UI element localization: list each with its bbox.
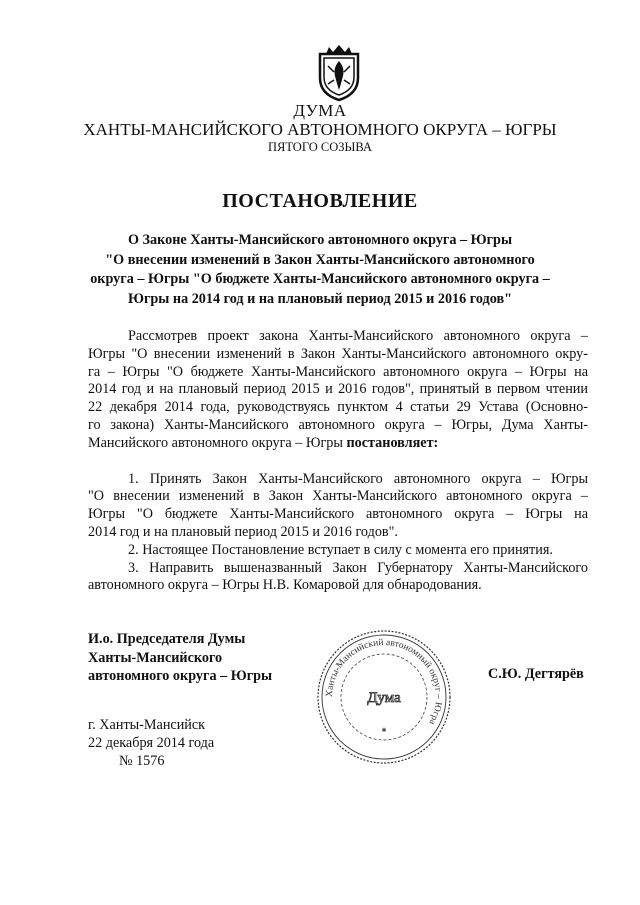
document-number: № 1576: [119, 753, 165, 769]
point-1-line: "О внесении изменений в Закон Ханты-Мансийского автономного округа –: [88, 488, 588, 505]
point-3-line: автономного округа – Югры Н.В. Комаровой для обнародования.: [88, 577, 482, 594]
document-body: [88, 328, 588, 595]
organization-region: ХАНТЫ-МАНСИЙСКОГО АВТОНОМНОГО ОКРУГА – ЮГРЫ: [83, 120, 557, 139]
document-footer: [88, 716, 214, 770]
place-of-signing: г. Ханты-Мансийск: [88, 717, 206, 733]
signer-title-line: И.о. Председателя Думы: [88, 631, 246, 647]
subject-line: О Законе Ханты-Мансийского автономного округа – Югры: [127, 232, 513, 248]
seal-ring-text: Ханты-Мансийский автономный округ – Югра: [324, 637, 444, 727]
signer-title-line: автономного округа – Югры: [88, 668, 273, 684]
preamble-line: га – Югры "О бюджете Ханты-Мансийского автономного округа – Югры на: [88, 363, 588, 380]
preamble-line-text: Мансийского автономного округа – Югры: [88, 434, 347, 451]
official-seal: [315, 628, 453, 766]
preamble-line: 22 декабря 2014 года, руководствуясь пунктом 4 статьи 29 Устава (Основно-: [88, 399, 588, 416]
convocation: ПЯТОГО СОЗЫВА: [267, 140, 373, 154]
preamble-line: 2014 год и на плановый период 2015 и 2016 годов", принятый в первом чтении: [88, 381, 588, 398]
preamble-line: го закона) Ханты-Мансийского автономного округа – Югры, Дума Ханты-: [88, 416, 588, 433]
point-1-line: 1. Принять Закон Ханты-Мансийского автономного округа – Югры: [128, 470, 588, 487]
subject-line: Югры на 2014 год и на плановый период 2015 и 2016 годов": [127, 290, 513, 307]
subject-line: "О внесении изменений в Закон Ханты-Мансийского автономного: [105, 251, 535, 268]
seal-star-icon: ✱: [381, 728, 387, 734]
signer-title: [88, 630, 272, 686]
point-2: 2. Настоящее Постановление вступает в силу с момента его принятия.: [128, 541, 553, 558]
document-type-title: ПОСТАНОВЛЕНИЕ: [222, 190, 418, 212]
point-1-line: 2014 год и на плановый период 2015 и 2016 годов".: [88, 523, 398, 540]
resolves-word: постановляет:: [346, 434, 439, 451]
subject-line: округа – Югры "О бюджете Ханты-Мансийского автономного округа –: [90, 271, 550, 287]
preamble-line: Югры "О внесении изменений в Закон Ханты-Мансийского автономного окру-: [88, 345, 588, 362]
organization-name: ДУМА: [293, 101, 347, 120]
preamble-line: Рассмотрев проект закона Ханты-Мансийского автономного округа –: [128, 328, 588, 344]
coat-of-arms-icon: [314, 44, 364, 102]
seal-center-text: Дума: [367, 690, 401, 706]
point-1-line: Югры "О бюджете Ханты-Мансийского автономного округа – Югры на: [88, 506, 588, 523]
document-subject: [0, 231, 640, 309]
preamble-last-line: [88, 435, 588, 453]
signing-date: 22 декабря 2014 года: [88, 735, 215, 751]
signer-title-line: Ханты-Мансийского: [88, 649, 223, 666]
point-3-line: 3. Направить вышеназванный Закон Губернатору Ханты-Мансийского: [128, 559, 588, 576]
signer-name: С.Ю. Дегтярёв: [488, 666, 584, 682]
